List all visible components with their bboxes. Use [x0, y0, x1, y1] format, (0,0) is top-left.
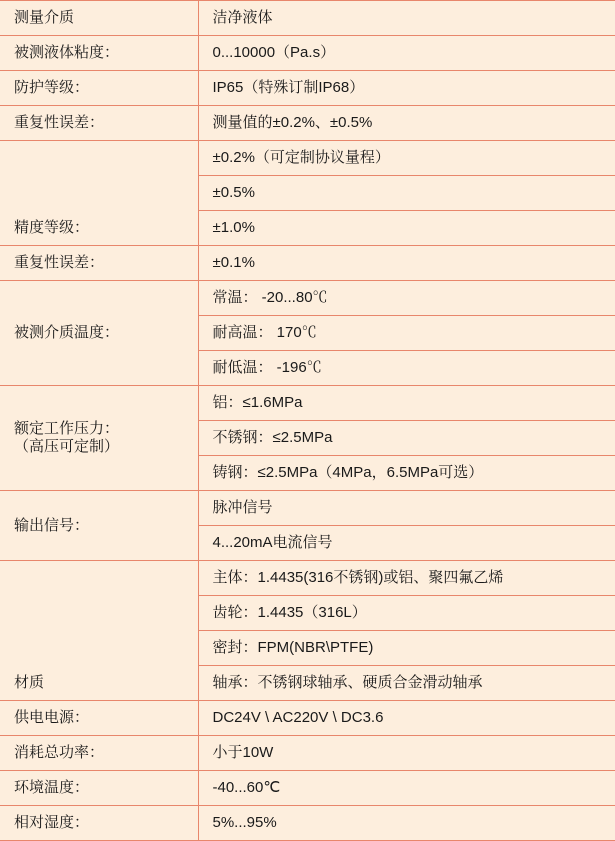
spec-label-cell [0, 491, 198, 561]
spec-value-cell: 耐高温： 170℃ [198, 316, 615, 351]
spec-value-cell: -40...60℃ [198, 771, 615, 806]
spec-label-cell [0, 561, 198, 701]
spec-label-cell [0, 246, 198, 281]
spec-label-cell [0, 771, 198, 806]
table-row [0, 806, 615, 841]
table-row [0, 701, 615, 736]
spec-value-cell: 小于10W [198, 736, 615, 771]
spec-label-cell [0, 701, 198, 736]
table-row [0, 141, 615, 176]
table-row [0, 281, 615, 316]
spec-label-text: 重复性误差： [14, 254, 105, 271]
spec-value-cell: ±0.5% [198, 176, 615, 211]
spec-value-cell: 0...10000（Pa.s） [198, 36, 615, 71]
spec-value-cell: 铝：≤1.6MPa [198, 386, 615, 421]
spec-label-cell [0, 1, 198, 36]
spec-label-text: 重复性误差： [14, 114, 105, 131]
spec-value-cell: 密封：FPM(NBR\PTFE) [198, 631, 615, 666]
spec-value-cell: ±1.0% [198, 211, 615, 246]
spec-label-cell [0, 736, 198, 771]
spec-label-cell [0, 806, 198, 841]
table-row [0, 491, 615, 526]
spec-label-subtext: （高压可定制） [14, 438, 120, 455]
spec-value-cell: 耐低温： -196℃ [198, 351, 615, 386]
table-row [0, 246, 615, 281]
table-row [0, 71, 615, 106]
spec-value-cell: 齿轮：1.4435（316L） [198, 596, 615, 631]
spec-label-cell [0, 36, 198, 71]
spec-label-text: 环境温度： [14, 779, 90, 796]
spec-label-text: 被测介质温度： [14, 324, 120, 341]
spec-value-cell: 常温： -20...80℃ [198, 281, 615, 316]
spec-value-cell: DC24V \ AC220V \ DC3.6 [198, 701, 615, 736]
spec-label-text: 输出信号： [14, 516, 90, 534]
spec-value-cell: 5%...95% [198, 806, 615, 841]
spec-label-text: 测量介质 [14, 9, 75, 26]
spec-label-cell [0, 281, 198, 386]
spec-label-text: 精度等级： [14, 219, 90, 236]
table-row [0, 736, 615, 771]
spec-value-cell: 主体：1.4435(316不锈钢)或铝、聚四氟乙烯 [198, 561, 615, 596]
spec-value-cell: ±0.2%（可定制协议量程） [198, 141, 615, 176]
spec-value-cell: 铸钢：≤2.5MPa（4MPa，6.5MPa可选） [198, 456, 615, 491]
spec-value-cell: 轴承：不锈钢球轴承、硬质合金滑动轴承 [198, 666, 615, 701]
spec-label-text: 相对湿度： [14, 814, 90, 831]
spec-label-text: 额定工作压力： [14, 420, 120, 437]
table-row [0, 36, 615, 71]
spec-label-text: 材质 [14, 674, 45, 691]
spec-label-text: 防护等级： [14, 79, 90, 96]
spec-label-text: 被测液体粘度： [14, 44, 120, 61]
spec-label-cell [0, 141, 198, 246]
table-row [0, 771, 615, 806]
spec-label-cell [0, 71, 198, 106]
table-row [0, 386, 615, 421]
spec-value-cell: IP65（特殊订制IP68） [198, 71, 615, 106]
spec-value-cell: 4...20mA电流信号 [198, 526, 615, 561]
spec-value-cell: ±0.1% [198, 246, 615, 281]
spec-label-text: 消耗总功率： [14, 744, 105, 761]
table-row [0, 106, 615, 141]
specifications-table-body [0, 1, 615, 841]
table-row [0, 1, 615, 36]
table-row [0, 561, 615, 596]
spec-value-cell: 脉冲信号 [198, 491, 615, 526]
spec-label-cell [0, 386, 198, 491]
spec-value-cell: 测量值的±0.2%、±0.5% [198, 106, 615, 141]
spec-label-text: 供电电源： [14, 709, 90, 726]
spec-label-cell [0, 106, 198, 141]
spec-value-cell: 洁净液体 [198, 1, 615, 36]
spec-value-cell: 不锈钢：≤2.5MPa [198, 421, 615, 456]
